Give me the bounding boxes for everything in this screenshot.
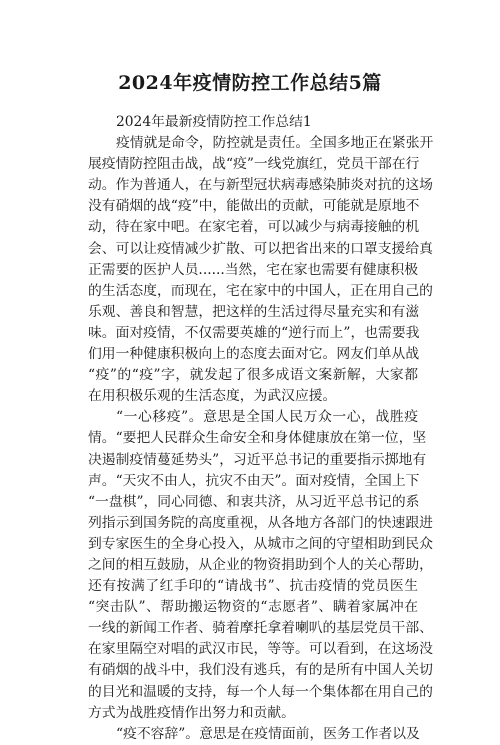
text-line: 正需要的医护人员......当然，宅在家也需要有健康积极 xyxy=(88,261,418,278)
text-line: 列指示到国务院的高度重视，从各地方各部门的快速跟进 xyxy=(88,514,433,531)
text-line: 的目光和温暖的支持，每一个人每一个集体都在用自己的 xyxy=(88,683,433,700)
text-line: 没有硝烟的战“疫”中，能做出的贡献，可能就是原地不 xyxy=(88,198,420,215)
text-line: 2024年最新疫情防控工作总结1 xyxy=(116,114,312,130)
document-body xyxy=(88,112,434,745)
text-line: 动。作为普通人，在与新型冠状病毒感染肺炎对抗的这场 xyxy=(88,177,433,194)
text-line: 味。面对疫情，不仅需要英雄的“逆行而上”，也需要我 xyxy=(88,324,420,341)
text-line: 还有按满了红手印的“请战书”、抗击疫情的党员医生 xyxy=(88,578,418,595)
text-line: 的生活态度，而现在，宅在家中的中国人，正在用自己的 xyxy=(88,282,433,299)
text-line: 疫情就是命令，防控就是责任。全国多地正在紧张开 xyxy=(116,135,434,152)
text-line: 情。“要把人民群众生命安全和身体健康放在第一位，坚 xyxy=(88,430,427,447)
text-line: 展疫情防控阻击战，战“疫”一线党旗红，党员干部在行 xyxy=(88,156,420,173)
text-line: 乐观、善良和智慧，把这样的生活过得尽量充实和有滋 xyxy=(88,303,420,320)
document-title: 2024年疫情防控工作总结5篇 xyxy=(118,72,382,94)
text-line: 们用一种健康积极向上的态度去面对它。网友们单从战 xyxy=(88,346,420,363)
text-line: 方式为战胜疫情作出努力和贡献。 xyxy=(88,704,295,721)
text-line: 一线的新闻工作者、骑着摩托拿着喇叭的基层党员干部、 xyxy=(88,620,433,637)
text-line: 有硝烟的战斗中，我们没有逃兵，有的是所有中国人关切 xyxy=(88,662,433,679)
text-line: 声。“天灾不由人，抗灾不由天”。面对疫情，全国上下 xyxy=(88,472,420,489)
text-line: 在家里隔空对唱的武汉市民，等等。可以看到，在这场没 xyxy=(88,641,433,658)
text-line: “一心移疫”。意思是全国人民万众一心，战胜疫 xyxy=(116,409,418,426)
text-line: “疫”的“疫”字，就发起了很多成语文案新解，大家都 xyxy=(88,367,418,384)
text-line: 会、可以让疫情减少扩散、可以把省出来的口罩支援给真 xyxy=(88,240,433,257)
text-line: 之间的相互鼓励，从企业的物资捐助到个人的关心帮助， xyxy=(88,556,433,573)
text-line: 到专家医生的全身心投入，从城市之间的守望相助到民众 xyxy=(88,535,433,552)
text-line: “疫不容辞”。意思是在疫情面前，医务工作者以及 xyxy=(116,725,420,742)
text-line: 决遏制疫情蔓延势头”，习近平总书记的重要指示掷地有 xyxy=(88,451,427,468)
text-line: “一盘棋”，同心同德、和衷共济，从习近平总书记的系 xyxy=(88,493,420,510)
text-line: “突击队”、帮助搬运物资的“志愿者”、瞒着家属冲在 xyxy=(88,599,418,616)
text-line: 在用积极乐观的生活态度，为武汉应援。 xyxy=(88,388,337,405)
text-line: 动，待在家中吧。在家宅着，可以减少与病毒接触的机 xyxy=(88,219,420,236)
